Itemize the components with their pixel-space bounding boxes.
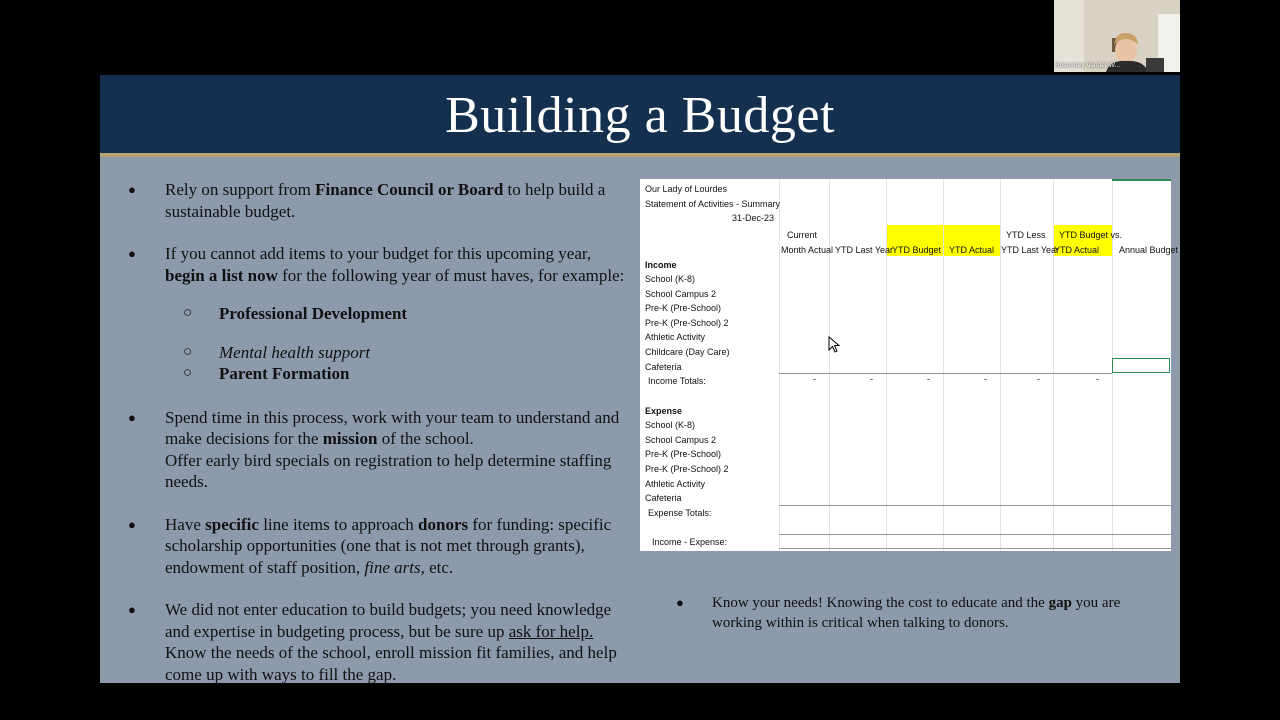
income-row: Pre-K (Pre-School) <box>645 303 722 313</box>
bullet-dot: ● <box>676 595 684 610</box>
net-rule <box>779 534 1171 535</box>
sub-bullet-mental-health: ○ Mental health support <box>183 342 371 362</box>
grid-line <box>829 179 830 551</box>
expense-row: Cafeteria <box>645 493 682 503</box>
bullet-dot: ● <box>128 182 136 197</box>
net-label: Income - Expense: <box>652 537 728 547</box>
sub-bullet-circle: ○ <box>183 343 193 360</box>
header-month-actual: Month Actual <box>781 245 834 255</box>
income-row: Childcare (Day Care) <box>645 347 730 357</box>
header-ytd-last-year-2: YTD Last Year <box>1001 245 1060 255</box>
income-total-value: - <box>1096 374 1099 384</box>
income-row: School (K-8) <box>645 274 696 284</box>
slide-title-bar <box>100 75 1180 157</box>
ask-for-help-link[interactable]: ask for help. <box>508 621 594 641</box>
mouse-cursor-icon <box>828 336 840 354</box>
header-ytd-actual-2: YTD Actual <box>1054 245 1100 255</box>
presentation-slide <box>100 75 1180 683</box>
sheet-report-title: Statement of Activities - Summary <box>645 199 781 209</box>
sheet-date: 31-Dec-23 <box>732 213 775 223</box>
grid-line <box>886 179 887 551</box>
bullet-mission: ● Spend time in this process, work with your team to understand and make decisions for the mission of the school. Offer early bird specials on registration to help determine staffing needs. <box>128 407 620 491</box>
grid-line <box>1000 179 1001 551</box>
grid-line <box>779 179 780 551</box>
header-current: Current <box>787 230 818 240</box>
header-annual-budget: Annual Budget <box>1119 245 1179 255</box>
income-row: Pre-K (Pre-School) 2 <box>645 318 729 328</box>
income-total-value: - <box>927 374 930 384</box>
bullet-list-now: ● If you cannot add items to your budget for this upcoming year, begin a list now for the following year of must haves, for example: <box>128 244 625 285</box>
income-total-value: - <box>813 374 816 384</box>
expense-label: Expense <box>645 406 683 416</box>
grid-line <box>943 179 944 551</box>
income-row: School Campus 2 <box>645 289 717 299</box>
spreadsheet-image <box>640 179 1179 551</box>
income-total-value: - <box>984 374 987 384</box>
sub-bullet-circle: ○ <box>183 365 193 381</box>
income-row: Cafeteria <box>645 362 682 372</box>
expense-row: School Campus 2 <box>645 435 717 445</box>
bullet-finance-council: ● Rely on support from Finance Council or Board to help build a sustainable budget. <box>128 180 606 221</box>
header-ytd-less: YTD Less <box>1006 230 1046 240</box>
slide-title: Building a Budget <box>445 87 835 144</box>
sub-bullet-parent-formation: ○ Parent Formation <box>183 364 350 383</box>
bullet-donors: ● Have specific line items to approach donors for funding: specific scholarship opportunities (one that is not met through grants), endowment of staff position, fine arts, etc. <box>128 514 612 577</box>
selected-cell[interactable] <box>1112 358 1170 373</box>
income-totals-rule <box>779 373 1112 374</box>
header-ytd-budget: YTD Budget <box>892 245 942 255</box>
sheet-org-name: Our Lady of Lourdes <box>645 184 728 194</box>
participant-name: Rosemary Vander W... <box>1055 62 1120 69</box>
income-label: Income <box>645 260 677 270</box>
bullet-dot: ● <box>128 246 136 261</box>
bullet-dot: ● <box>128 516 136 532</box>
bullet-dot: ● <box>128 602 136 617</box>
webcam-thumbnail[interactable] <box>1054 0 1180 72</box>
expense-totals-rule <box>779 505 1171 506</box>
right-bullet-know-needs: ● Know your needs! Knowing the cost to educate and the gap you are working within is critical when talking to donors. <box>676 595 1121 631</box>
bullet-ask-for-help: ● We did not enter education to build budgets; you need knowledge and expertise in budgeting process, but be sure up ask for help. Know the needs of the school, enroll mission fit families, and help come up with ways to fill the gap. <box>128 600 617 684</box>
header-ytd-last-year: YTD Last Year <box>835 245 894 255</box>
income-total-value: - <box>1037 374 1040 384</box>
income-row: Athletic Activity <box>645 332 706 342</box>
left-bullet-list <box>125 179 635 685</box>
expense-row: School (K-8) <box>645 420 696 430</box>
income-totals-label: Income Totals: <box>648 376 706 386</box>
header-ytd-actual: YTD Actual <box>949 245 995 255</box>
expense-totals-label: Expense Totals: <box>648 508 712 518</box>
expense-row: Athletic Activity <box>645 479 706 489</box>
net-rule-bottom <box>779 548 1171 549</box>
grid-line <box>1053 179 1054 551</box>
active-cell-marker <box>1112 179 1171 181</box>
expense-row: Pre-K (Pre-School) <box>645 449 722 459</box>
sub-bullet-circle: ○ <box>183 305 193 321</box>
bullet-dot: ● <box>128 409 136 425</box>
sub-bullet-professional-development: ○ Professional Development <box>183 304 408 323</box>
income-total-value: - <box>870 374 873 384</box>
expense-row: Pre-K (Pre-School) 2 <box>645 464 729 474</box>
header-ytd-budget-vs: YTD Budget vs. <box>1059 230 1123 240</box>
